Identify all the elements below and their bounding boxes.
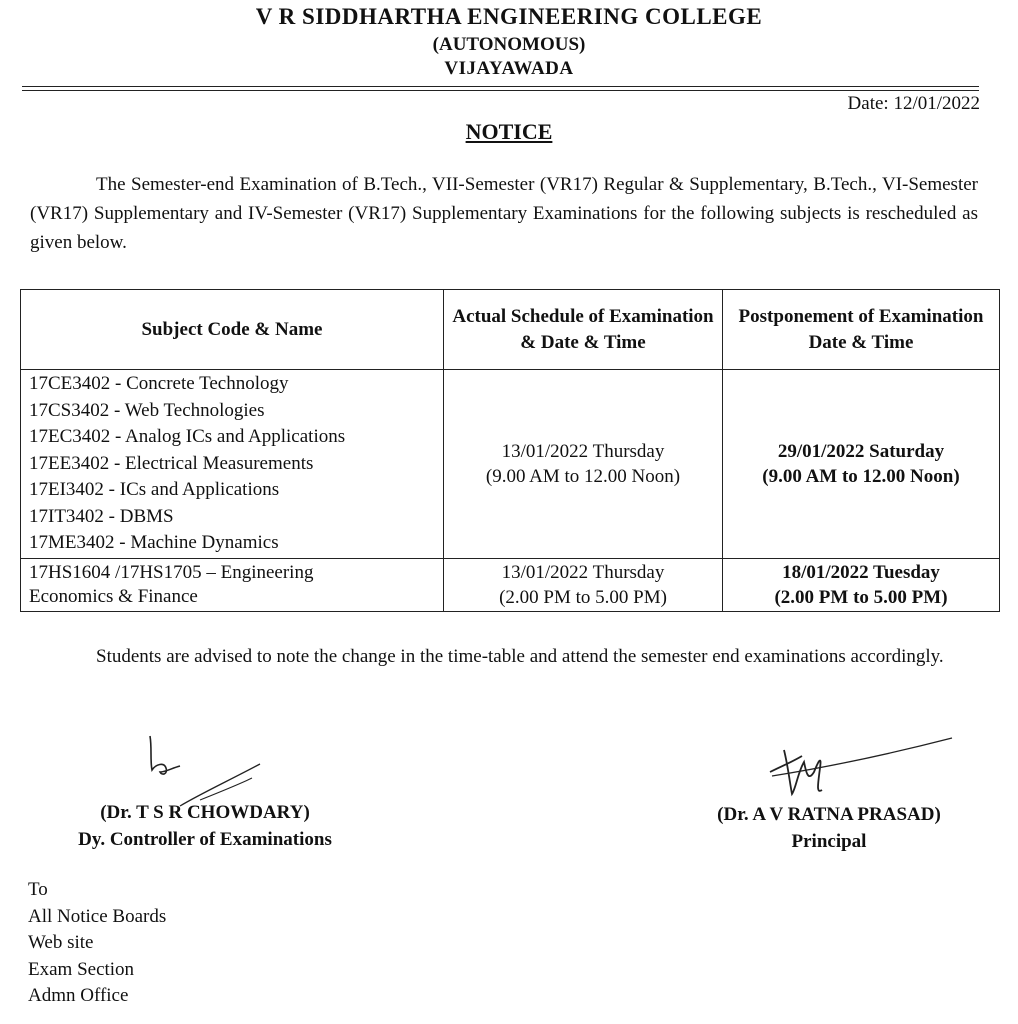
intro-paragraph: The Semester-end Examination of B.Tech., VII-Semester (VR17) Regular & Supplementary, B.Tech., VI-Semester (VR17) Supplementary and IV-Semester (VR17) Supplementary Examinations for the following subjects is rescheduled as given below. bbox=[30, 174, 978, 253]
subject-line: 17EC3402 - Analog ICs and Applications bbox=[29, 426, 346, 447]
table-header-row bbox=[21, 290, 1000, 370]
new-date: 29/01/2022 Saturday bbox=[777, 440, 945, 462]
actual-schedule-cell bbox=[444, 370, 723, 559]
college-name: V R SIDDHARTHA ENGINEERING COLLEGE bbox=[255, 4, 763, 29]
notice-title: NOTICE bbox=[465, 119, 553, 144]
college-status: (AUTONOMOUS) bbox=[432, 34, 586, 55]
new-time: (9.00 AM to 12.00 Noon) bbox=[762, 465, 960, 487]
header-rule-top bbox=[22, 86, 979, 87]
subject-line: 17ME3402 - Machine Dynamics bbox=[29, 532, 279, 553]
signatory-title: Dy. Controller of Examinations bbox=[78, 829, 332, 850]
notice-date: Date: 12/01/2022 bbox=[847, 93, 980, 114]
signature-principal-icon bbox=[762, 732, 962, 812]
postponed-schedule-cell bbox=[723, 370, 1000, 559]
actual-time: (2.00 PM to 5.00 PM) bbox=[499, 586, 667, 608]
header-subject: Subject Code & Name bbox=[21, 290, 444, 370]
table-row bbox=[21, 558, 1000, 611]
actual-time: (9.00 AM to 12.00 Noon) bbox=[485, 465, 681, 487]
subject-line: 17EE3402 - Electrical Measurements bbox=[29, 452, 314, 474]
subject-cell bbox=[21, 370, 444, 559]
advice-paragraph: Students are advised to note the change in the time-table and attend the semester end examinations accordingly. bbox=[96, 646, 944, 667]
list-item: Exam Section bbox=[28, 958, 135, 980]
header-postponement: Postponement of Examination Date & Time bbox=[723, 290, 1000, 370]
actual-date: 13/01/2022 Thursday bbox=[501, 440, 665, 462]
actual-schedule-cell bbox=[444, 558, 723, 611]
subject-line: 17EI3402 - ICs and Applications bbox=[29, 479, 280, 500]
header-actual-schedule: Actual Schedule of Examination & Date & Time bbox=[444, 290, 723, 370]
distribution-list bbox=[28, 877, 166, 1010]
list-item: Web site bbox=[28, 932, 94, 953]
signatory-name: (Dr. A V RATNA PRASAD) bbox=[717, 804, 941, 825]
list-item: Admn Office bbox=[28, 985, 129, 1006]
subject-line: 17CE3402 - Concrete Technology bbox=[29, 373, 289, 394]
subject-line: 17IT3402 - DBMS bbox=[29, 505, 174, 527]
header-rule-bottom bbox=[22, 90, 979, 91]
schedule-table bbox=[20, 289, 1000, 612]
new-date: 18/01/2022 Tuesday bbox=[782, 561, 940, 583]
list-item: All Notice Boards bbox=[28, 905, 167, 927]
distribution-label: To bbox=[28, 879, 48, 900]
signatory-controller bbox=[40, 799, 370, 853]
signatory-title: Principal bbox=[791, 831, 867, 852]
signatory-name: (Dr. T S R CHOWDARY) bbox=[100, 802, 310, 823]
subject-line: Economics & Finance bbox=[29, 585, 198, 607]
postponed-schedule-cell bbox=[723, 558, 1000, 611]
actual-date: 13/01/2022 Thursday bbox=[501, 561, 665, 583]
table-row bbox=[21, 370, 1000, 559]
subject-cell bbox=[21, 558, 444, 611]
subject-line: 17CS3402 - Web Technologies bbox=[29, 399, 265, 421]
signatory-principal bbox=[676, 801, 982, 855]
subject-line: 17HS1604 /17HS1705 – Engineering bbox=[29, 561, 314, 583]
college-city: VIJAYAWADA bbox=[444, 58, 574, 79]
new-time: (2.00 PM to 5.00 PM) bbox=[774, 586, 948, 608]
